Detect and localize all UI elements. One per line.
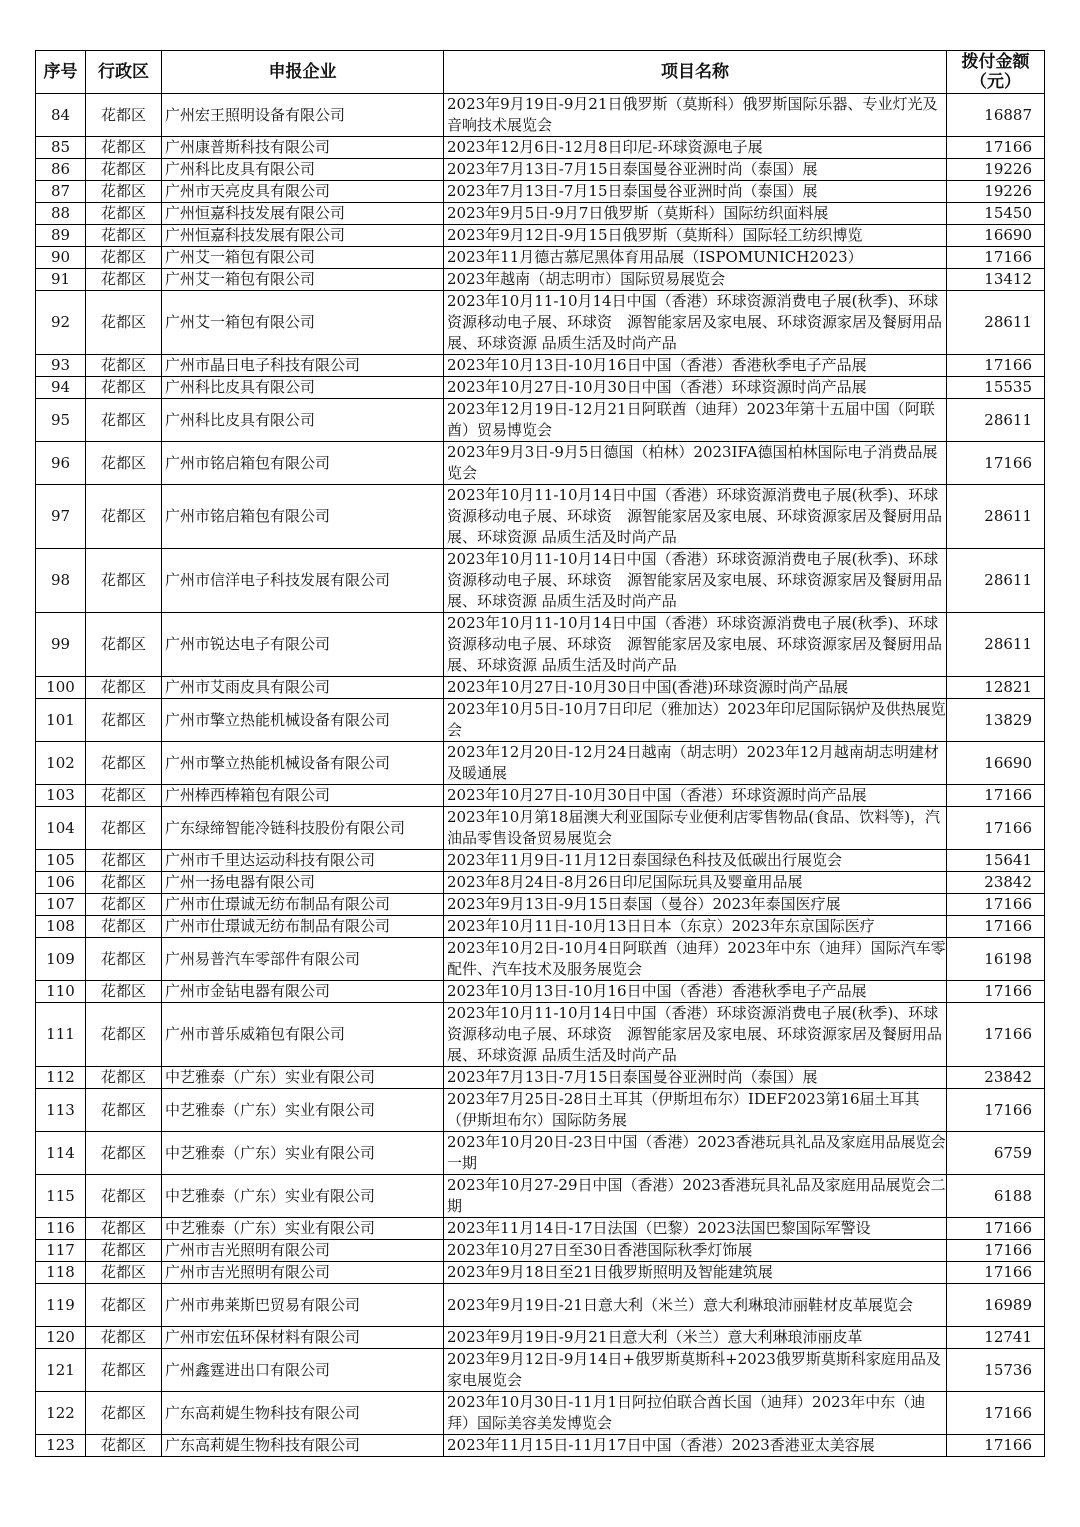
cell-amount: 28611 bbox=[947, 485, 1045, 549]
project-text: 2023年11月德古慕尼黑体育用品展（ISPOMUNICH2023） bbox=[447, 248, 863, 266]
cell-amount: 15450 bbox=[947, 203, 1045, 225]
cell-amount: 17166 bbox=[947, 442, 1045, 485]
cell-amount: 23842 bbox=[947, 872, 1045, 894]
cell-company: 广州艾一箱包有限公司 bbox=[162, 291, 444, 355]
cell-district: 花都区 bbox=[86, 159, 162, 181]
cell-company: 广东高莉媞生物科技有限公司 bbox=[162, 1392, 444, 1435]
cell-no: 119 bbox=[36, 1284, 86, 1327]
cell-company: 广州市锐达电子有限公司 bbox=[162, 613, 444, 677]
project-text: 2023年10月11-10月14日中国（香港）环球资源消费电子展(秋季)、环球资源移动电子展、环球资 源智能家居及家电展、环球资源家居及餐厨用品展、环球资源 品质生活及时尚产品 bbox=[447, 614, 943, 674]
cell-district: 花都区 bbox=[86, 1218, 162, 1240]
cell-project bbox=[444, 94, 947, 137]
cell-amount: 17166 bbox=[947, 916, 1045, 938]
cell-company: 广州艾一箱包有限公司 bbox=[162, 269, 444, 291]
project-text: 2023年10月11日-10月13日日本（东京）2023年东京国际医疗 bbox=[447, 917, 875, 935]
cell-district: 花都区 bbox=[86, 94, 162, 137]
cell-company: 广州恒嘉科技发展有限公司 bbox=[162, 203, 444, 225]
project-text: 2023年10月5日-10月7日印尼（雅加达）2023年印尼国际锅炉及供热展览会 bbox=[447, 700, 946, 739]
cell-company: 广州市仕璟诚无纺布制品有限公司 bbox=[162, 894, 444, 916]
cell-project bbox=[444, 549, 947, 613]
project-text: 2023年9月13日-9月15日泰国（曼谷）2023年泰国医疗展 bbox=[447, 895, 841, 913]
cell-company: 广州市普乐威箱包有限公司 bbox=[162, 1003, 444, 1067]
project-text: 2023年10月30日-11月1日阿拉伯联合酋长国（迪拜）2023年中东（迪拜）国际美容美发博览会 bbox=[447, 1393, 926, 1432]
cell-company: 广州市千里达运动科技有限公司 bbox=[162, 850, 444, 872]
cell-amount: 6759 bbox=[947, 1132, 1045, 1175]
cell-district: 花都区 bbox=[86, 377, 162, 399]
cell-amount: 17166 bbox=[947, 981, 1045, 1003]
cell-company: 广东高莉媞生物科技有限公司 bbox=[162, 1435, 444, 1457]
project-text: 2023年9月19日-9月21日俄罗斯（莫斯科）俄罗斯国际乐器、专业灯光及音响技术展览会 bbox=[447, 95, 938, 134]
table-header-row bbox=[36, 51, 1045, 94]
cell-company: 中艺雅泰（广东）实业有限公司 bbox=[162, 1175, 444, 1218]
cell-no: 97 bbox=[36, 485, 86, 549]
cell-no: 98 bbox=[36, 549, 86, 613]
cell-district: 花都区 bbox=[86, 1327, 162, 1349]
cell-district: 花都区 bbox=[86, 981, 162, 1003]
cell-amount: 16887 bbox=[947, 94, 1045, 137]
cell-district: 花都区 bbox=[86, 1067, 162, 1089]
cell-no: 90 bbox=[36, 247, 86, 269]
cell-amount: 17166 bbox=[947, 247, 1045, 269]
cell-district: 花都区 bbox=[86, 677, 162, 699]
cell-district: 花都区 bbox=[86, 938, 162, 981]
table-row bbox=[36, 159, 1045, 181]
cell-project bbox=[444, 1349, 947, 1392]
cell-project bbox=[444, 1089, 947, 1132]
cell-district: 花都区 bbox=[86, 181, 162, 203]
project-text: 2023年12月6日-12月8日印尼-环球资源电子展 bbox=[447, 138, 763, 156]
cell-no: 121 bbox=[36, 1349, 86, 1392]
project-text: 2023年9月5日-9月7日俄罗斯（莫斯科）国际纺织面料展 bbox=[447, 204, 829, 222]
cell-amount: 17166 bbox=[947, 1089, 1045, 1132]
cell-project bbox=[444, 742, 947, 785]
cell-no: 106 bbox=[36, 872, 86, 894]
project-text: 2023年9月12日-9月14日+俄罗斯莫斯科+2023俄罗斯莫斯科家庭用品及家电展览会 bbox=[447, 1350, 941, 1389]
table-row bbox=[36, 1435, 1045, 1457]
cell-no: 96 bbox=[36, 442, 86, 485]
cell-amount: 17166 bbox=[947, 1262, 1045, 1284]
cell-district: 花都区 bbox=[86, 1284, 162, 1327]
cell-project bbox=[444, 677, 947, 699]
table-row bbox=[36, 872, 1045, 894]
cell-district: 花都区 bbox=[86, 1262, 162, 1284]
cell-district: 花都区 bbox=[86, 485, 162, 549]
cell-project bbox=[444, 355, 947, 377]
cell-no: 101 bbox=[36, 699, 86, 742]
cell-no: 102 bbox=[36, 742, 86, 785]
table-row bbox=[36, 355, 1045, 377]
cell-district: 花都区 bbox=[86, 699, 162, 742]
cell-district: 花都区 bbox=[86, 269, 162, 291]
cell-project bbox=[444, 485, 947, 549]
cell-company: 广州市吉光照明有限公司 bbox=[162, 1240, 444, 1262]
project-text: 2023年10月27日-10月30日中国（香港）环球资源时尚产品展 bbox=[447, 786, 867, 804]
project-text: 2023年10月27日至30日香港国际秋季灯饰展 bbox=[447, 1241, 753, 1259]
table-row bbox=[36, 181, 1045, 203]
cell-amount: 12821 bbox=[947, 677, 1045, 699]
cell-district: 花都区 bbox=[86, 442, 162, 485]
cell-amount: 28611 bbox=[947, 399, 1045, 442]
cell-project bbox=[444, 399, 947, 442]
cell-amount: 16690 bbox=[947, 742, 1045, 785]
cell-project bbox=[444, 1240, 947, 1262]
cell-project bbox=[444, 1175, 947, 1218]
cell-company: 广州科比皮具有限公司 bbox=[162, 399, 444, 442]
cell-district: 花都区 bbox=[86, 613, 162, 677]
cell-amount: 16198 bbox=[947, 938, 1045, 981]
cell-district: 花都区 bbox=[86, 291, 162, 355]
table-row bbox=[36, 1284, 1045, 1327]
project-text: 2023年12月20日-12月24日越南（胡志明）2023年12月越南胡志明建材及暖通展 bbox=[447, 743, 939, 782]
allocation-table bbox=[35, 50, 1045, 1457]
table-row bbox=[36, 1067, 1045, 1089]
cell-district: 花都区 bbox=[86, 1003, 162, 1067]
cell-project bbox=[444, 181, 947, 203]
table-row bbox=[36, 1240, 1045, 1262]
cell-no: 107 bbox=[36, 894, 86, 916]
cell-company: 广州市擎立热能机械设备有限公司 bbox=[162, 742, 444, 785]
cell-amount: 13412 bbox=[947, 269, 1045, 291]
project-text: 2023年10月11-10月14日中国（香港）环球资源消费电子展(秋季)、环球资源移动电子展、环球资 源智能家居及家电展、环球资源家居及餐厨用品展、环球资源 品质生活及时尚产品 bbox=[447, 292, 943, 352]
cell-district: 花都区 bbox=[86, 549, 162, 613]
cell-no: 122 bbox=[36, 1392, 86, 1435]
cell-company: 广州市仕璟诚无纺布制品有限公司 bbox=[162, 916, 444, 938]
cell-project bbox=[444, 1067, 947, 1089]
project-text: 2023年11月9日-11月12日泰国绿色科技及低碳出行展览会 bbox=[447, 851, 843, 869]
cell-amount: 17166 bbox=[947, 1240, 1045, 1262]
cell-amount: 15535 bbox=[947, 377, 1045, 399]
cell-amount: 17166 bbox=[947, 1435, 1045, 1457]
cell-project bbox=[444, 916, 947, 938]
cell-amount: 17166 bbox=[947, 894, 1045, 916]
cell-project bbox=[444, 699, 947, 742]
cell-company: 广州市宏伍环保材料有限公司 bbox=[162, 1327, 444, 1349]
project-text: 2023年9月19日-21日意大利（米兰）意大利琳琅沛丽鞋材皮革展览会 bbox=[447, 1295, 913, 1314]
cell-amount: 15641 bbox=[947, 850, 1045, 872]
cell-no: 114 bbox=[36, 1132, 86, 1175]
cell-company: 广州市铭启箱包有限公司 bbox=[162, 442, 444, 485]
cell-district: 花都区 bbox=[86, 1175, 162, 1218]
cell-amount: 19226 bbox=[947, 181, 1045, 203]
cell-project bbox=[444, 981, 947, 1003]
cell-project bbox=[444, 159, 947, 181]
table-row bbox=[36, 1392, 1045, 1435]
cell-company: 广州市吉光照明有限公司 bbox=[162, 1262, 444, 1284]
cell-company: 广州市艾雨皮具有限公司 bbox=[162, 677, 444, 699]
project-text: 2023年10月11-10月14日中国（香港）环球资源消费电子展(秋季)、环球资源移动电子展、环球资 源智能家居及家电展、环球资源家居及餐厨用品展、环球资源 品质生活及时尚产品 bbox=[447, 1004, 943, 1064]
project-text: 2023年9月12日-9月15日俄罗斯（莫斯科）国际轻工纺织博览 bbox=[447, 226, 863, 244]
table-row bbox=[36, 1218, 1045, 1240]
cell-district: 花都区 bbox=[86, 399, 162, 442]
cell-amount: 23842 bbox=[947, 1067, 1045, 1089]
project-text: 2023年9月3日-9月5日德国（柏林）2023IFA德国柏林国际电子消费品展览会 bbox=[447, 443, 938, 482]
project-text: 2023年8月24日-8月26日印尼国际玩具及婴童用品展 bbox=[447, 873, 803, 891]
cell-project bbox=[444, 850, 947, 872]
cell-amount: 15736 bbox=[947, 1349, 1045, 1392]
table-row bbox=[36, 1349, 1045, 1392]
project-text: 2023年11月15日-11月17日中国（香港）2023香港亚太美容展 bbox=[447, 1436, 875, 1454]
cell-no: 92 bbox=[36, 291, 86, 355]
cell-company: 广州市铭启箱包有限公司 bbox=[162, 485, 444, 549]
cell-company: 广州恒嘉科技发展有限公司 bbox=[162, 225, 444, 247]
cell-company: 广州市天亮皮具有限公司 bbox=[162, 181, 444, 203]
project-text: 2023年7月25日-28日土耳其（伊斯坦布尔）IDEF2023第16届土耳其（伊斯坦布尔）国际防务展 bbox=[447, 1090, 920, 1129]
project-text: 2023年10月27日-10月30日中国（香港）环球资源时尚产品展 bbox=[447, 378, 867, 396]
cell-company: 中艺雅泰（广东）实业有限公司 bbox=[162, 1067, 444, 1089]
cell-company: 广州科比皮具有限公司 bbox=[162, 377, 444, 399]
header-no: 序号 bbox=[36, 51, 86, 94]
cell-no: 109 bbox=[36, 938, 86, 981]
table-row bbox=[36, 850, 1045, 872]
cell-company: 广州一扬电器有限公司 bbox=[162, 872, 444, 894]
cell-no: 84 bbox=[36, 94, 86, 137]
cell-no: 110 bbox=[36, 981, 86, 1003]
table-row bbox=[36, 269, 1045, 291]
table-row bbox=[36, 1262, 1045, 1284]
table-body bbox=[36, 94, 1045, 1457]
cell-no: 105 bbox=[36, 850, 86, 872]
cell-amount: 6188 bbox=[947, 1175, 1045, 1218]
cell-project bbox=[444, 1435, 947, 1457]
cell-project bbox=[444, 137, 947, 159]
cell-no: 116 bbox=[36, 1218, 86, 1240]
cell-amount: 13829 bbox=[947, 699, 1045, 742]
cell-project bbox=[444, 203, 947, 225]
cell-amount: 17166 bbox=[947, 1003, 1045, 1067]
cell-amount: 16989 bbox=[947, 1284, 1045, 1327]
table-row bbox=[36, 377, 1045, 399]
cell-no: 123 bbox=[36, 1435, 86, 1457]
table-row bbox=[36, 399, 1045, 442]
project-text: 2023年10月20日-23日中国（香港）2023香港玩具礼品及家庭用品展览会一期 bbox=[447, 1133, 946, 1172]
cell-no: 89 bbox=[36, 225, 86, 247]
header-amount: 拨付金额 （元） bbox=[947, 51, 1045, 94]
cell-district: 花都区 bbox=[86, 355, 162, 377]
cell-district: 花都区 bbox=[86, 1392, 162, 1435]
table-row bbox=[36, 291, 1045, 355]
cell-project bbox=[444, 938, 947, 981]
header-district: 行政区 bbox=[86, 51, 162, 94]
cell-project bbox=[444, 785, 947, 807]
project-text: 2023年10月13日-10月16日中国（香港）香港秋季电子产品展 bbox=[447, 982, 867, 1000]
table-row bbox=[36, 699, 1045, 742]
table-row bbox=[36, 225, 1045, 247]
header-company: 申报企业 bbox=[162, 51, 444, 94]
cell-no: 99 bbox=[36, 613, 86, 677]
cell-district: 花都区 bbox=[86, 894, 162, 916]
project-text: 2023年12月19日-12月21日阿联酋（迪拜）2023年第十五届中国（阿联酋）贸易博览会 bbox=[447, 400, 935, 439]
cell-project bbox=[444, 225, 947, 247]
cell-project bbox=[444, 1392, 947, 1435]
cell-amount: 28611 bbox=[947, 549, 1045, 613]
table-row bbox=[36, 549, 1045, 613]
project-text: 2023年越南（胡志明市）国际贸易展览会 bbox=[447, 270, 726, 288]
table-row bbox=[36, 785, 1045, 807]
cell-project bbox=[444, 1132, 947, 1175]
table-row bbox=[36, 1327, 1045, 1349]
cell-district: 花都区 bbox=[86, 137, 162, 159]
cell-company: 广州市金钻电器有限公司 bbox=[162, 981, 444, 1003]
cell-project bbox=[444, 247, 947, 269]
project-text: 2023年10月13日-10月16日中国（香港）香港秋季电子产品展 bbox=[447, 356, 867, 374]
table-row bbox=[36, 981, 1045, 1003]
cell-no: 120 bbox=[36, 1327, 86, 1349]
cell-company: 中艺雅泰（广东）实业有限公司 bbox=[162, 1218, 444, 1240]
cell-no: 112 bbox=[36, 1067, 86, 1089]
cell-district: 花都区 bbox=[86, 1349, 162, 1392]
cell-no: 86 bbox=[36, 159, 86, 181]
cell-amount: 17166 bbox=[947, 1218, 1045, 1240]
cell-district: 花都区 bbox=[86, 1089, 162, 1132]
table-row bbox=[36, 1175, 1045, 1218]
cell-amount: 28611 bbox=[947, 291, 1045, 355]
cell-no: 103 bbox=[36, 785, 86, 807]
header-project: 项目名称 bbox=[444, 51, 947, 94]
cell-company: 广州宏王照明设备有限公司 bbox=[162, 94, 444, 137]
table-row bbox=[36, 247, 1045, 269]
cell-project bbox=[444, 872, 947, 894]
table-row bbox=[36, 1089, 1045, 1132]
cell-no: 100 bbox=[36, 677, 86, 699]
cell-amount: 17166 bbox=[947, 137, 1045, 159]
cell-project bbox=[444, 1218, 947, 1240]
cell-no: 93 bbox=[36, 355, 86, 377]
project-text: 2023年10月11-10月14日中国（香港）环球资源消费电子展(秋季)、环球资源移动电子展、环球资 源智能家居及家电展、环球资源家居及餐厨用品展、环球资源 品质生活及时尚产品 bbox=[447, 550, 943, 610]
cell-no: 94 bbox=[36, 377, 86, 399]
project-text: 2023年10月2日-10月4日阿联酋（迪拜）2023年中东（迪拜）国际汽车零配件、汽车技术及服务展览会 bbox=[447, 939, 946, 978]
project-text: 2023年9月18日至21日俄罗斯照明及智能建筑展 bbox=[447, 1263, 773, 1281]
cell-no: 85 bbox=[36, 137, 86, 159]
project-text: 2023年7月13日-7月15日泰国曼谷亚洲时尚（泰国）展 bbox=[447, 182, 818, 200]
cell-amount: 17166 bbox=[947, 807, 1045, 850]
table-row bbox=[36, 677, 1045, 699]
cell-district: 花都区 bbox=[86, 247, 162, 269]
cell-district: 花都区 bbox=[86, 1240, 162, 1262]
cell-project bbox=[444, 807, 947, 850]
cell-project bbox=[444, 1262, 947, 1284]
cell-company: 中艺雅泰（广东）实业有限公司 bbox=[162, 1089, 444, 1132]
project-text: 2023年7月13日-7月15日泰国曼谷亚洲时尚（泰国）展 bbox=[447, 1068, 818, 1086]
cell-project bbox=[444, 291, 947, 355]
table-row bbox=[36, 807, 1045, 850]
cell-company: 广东绿缔智能冷链科技股份有限公司 bbox=[162, 807, 444, 850]
table-row bbox=[36, 938, 1045, 981]
cell-district: 花都区 bbox=[86, 807, 162, 850]
project-text: 2023年7月13日-7月15日泰国曼谷亚洲时尚（泰国）展 bbox=[447, 160, 818, 178]
cell-no: 88 bbox=[36, 203, 86, 225]
cell-district: 花都区 bbox=[86, 1132, 162, 1175]
cell-amount: 19226 bbox=[947, 159, 1045, 181]
cell-company: 广州鑫霆进出口有限公司 bbox=[162, 1349, 444, 1392]
cell-project bbox=[444, 1327, 947, 1349]
cell-company: 广州艾一箱包有限公司 bbox=[162, 247, 444, 269]
cell-company: 广州市晶日电子科技有限公司 bbox=[162, 355, 444, 377]
cell-district: 花都区 bbox=[86, 872, 162, 894]
cell-project bbox=[444, 269, 947, 291]
cell-district: 花都区 bbox=[86, 225, 162, 247]
cell-no: 113 bbox=[36, 1089, 86, 1132]
cell-amount: 17166 bbox=[947, 1392, 1045, 1435]
table-row bbox=[36, 442, 1045, 485]
cell-district: 花都区 bbox=[86, 850, 162, 872]
table-row bbox=[36, 1003, 1045, 1067]
cell-company: 中艺雅泰（广东）实业有限公司 bbox=[162, 1132, 444, 1175]
project-text: 2023年10月27-29日中国（香港）2023香港玩具礼品及家庭用品展览会二期 bbox=[447, 1176, 946, 1215]
cell-no: 91 bbox=[36, 269, 86, 291]
table-row bbox=[36, 894, 1045, 916]
cell-project bbox=[444, 894, 947, 916]
cell-project bbox=[444, 442, 947, 485]
project-text: 2023年10月11-10月14日中国（香港）环球资源消费电子展(秋季)、环球资源移动电子展、环球资 源智能家居及家电展、环球资源家居及餐厨用品展、环球资源 品质生活及时尚产品 bbox=[447, 486, 943, 546]
cell-company: 广州市信洋电子科技发展有限公司 bbox=[162, 549, 444, 613]
cell-no: 111 bbox=[36, 1003, 86, 1067]
cell-no: 104 bbox=[36, 807, 86, 850]
cell-no: 117 bbox=[36, 1240, 86, 1262]
cell-amount: 28611 bbox=[947, 613, 1045, 677]
project-text: 2023年11月14日-17日法国（巴黎）2023法国巴黎国际军警设 bbox=[447, 1219, 871, 1237]
cell-company: 广州棒西棒箱包有限公司 bbox=[162, 785, 444, 807]
cell-no: 118 bbox=[36, 1262, 86, 1284]
cell-district: 花都区 bbox=[86, 203, 162, 225]
table-row bbox=[36, 203, 1045, 225]
cell-no: 108 bbox=[36, 916, 86, 938]
cell-no: 95 bbox=[36, 399, 86, 442]
cell-no: 87 bbox=[36, 181, 86, 203]
project-text: 2023年10月第18届澳大利亚国际专业便利店零售物品(食品、饮料等)，汽油品零售设备贸易展览会 bbox=[447, 808, 941, 847]
project-text: 2023年10月27日-10月30日中国(香港)环球资源时尚产品展 bbox=[447, 678, 849, 696]
cell-district: 花都区 bbox=[86, 916, 162, 938]
cell-amount: 12741 bbox=[947, 1327, 1045, 1349]
cell-amount: 16690 bbox=[947, 225, 1045, 247]
allocation-table-page bbox=[35, 50, 1044, 1457]
table-row bbox=[36, 137, 1045, 159]
cell-amount: 17166 bbox=[947, 785, 1045, 807]
table-row bbox=[36, 1132, 1045, 1175]
cell-district: 花都区 bbox=[86, 785, 162, 807]
table-row bbox=[36, 94, 1045, 137]
cell-project bbox=[444, 613, 947, 677]
cell-company: 广州易普汽车零部件有限公司 bbox=[162, 938, 444, 981]
cell-project bbox=[444, 1284, 947, 1327]
table-row bbox=[36, 742, 1045, 785]
cell-company: 广州康普斯科技有限公司 bbox=[162, 137, 444, 159]
cell-company: 广州市弗莱斯巴贸易有限公司 bbox=[162, 1284, 444, 1327]
table-row bbox=[36, 485, 1045, 549]
cell-company: 广州市擎立热能机械设备有限公司 bbox=[162, 699, 444, 742]
cell-no: 115 bbox=[36, 1175, 86, 1218]
table-row bbox=[36, 916, 1045, 938]
cell-project bbox=[444, 377, 947, 399]
cell-district: 花都区 bbox=[86, 1435, 162, 1457]
cell-district: 花都区 bbox=[86, 742, 162, 785]
project-text: 2023年9月19日-9月21日意大利（米兰）意大利琳琅沛丽皮革 bbox=[447, 1328, 863, 1346]
cell-amount: 17166 bbox=[947, 355, 1045, 377]
cell-company: 广州科比皮具有限公司 bbox=[162, 159, 444, 181]
table-row bbox=[36, 613, 1045, 677]
cell-project bbox=[444, 1003, 947, 1067]
